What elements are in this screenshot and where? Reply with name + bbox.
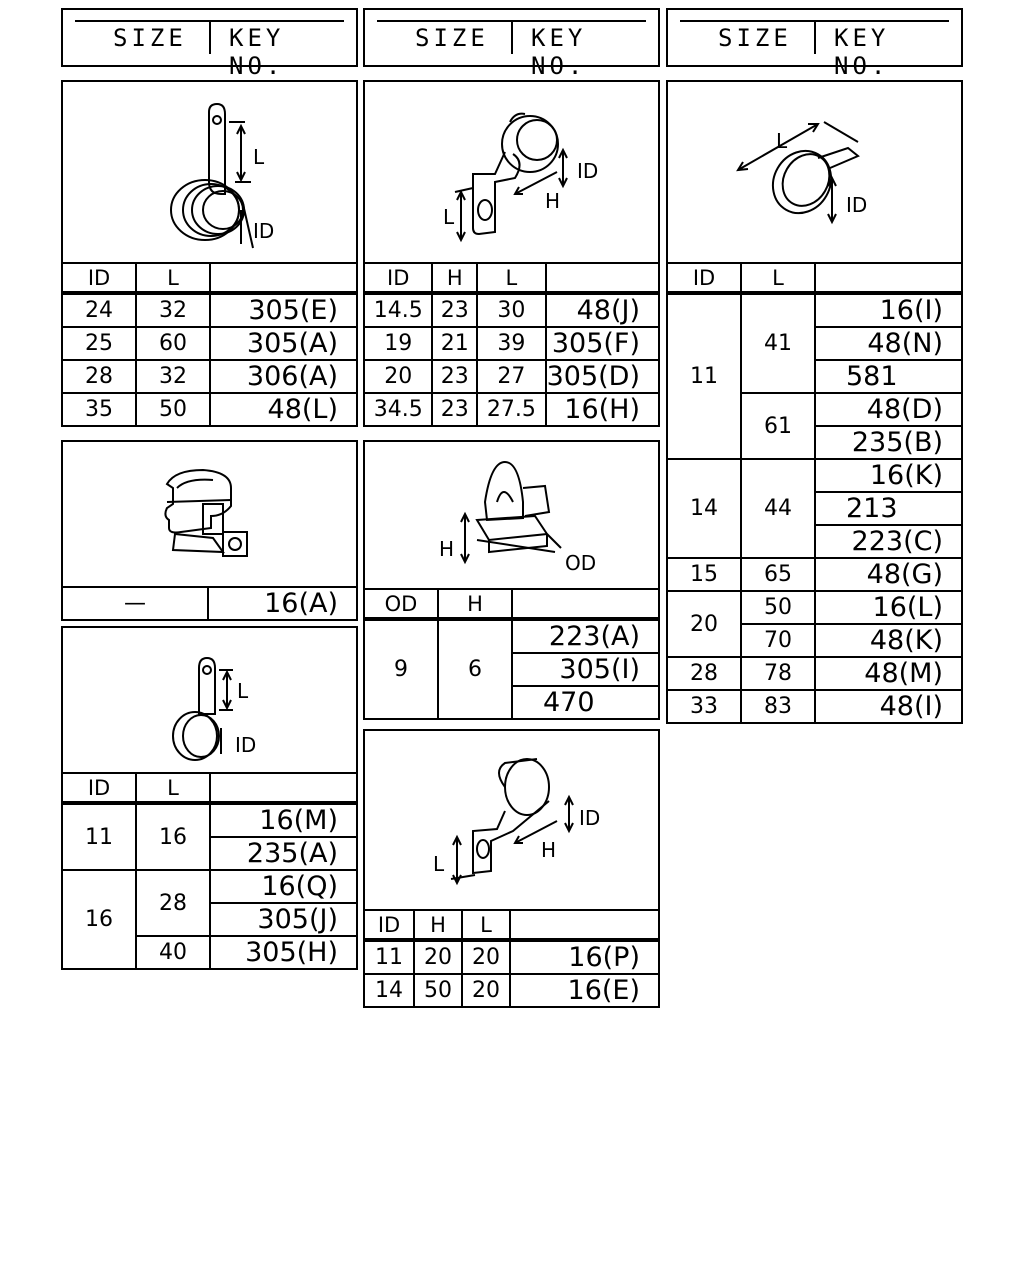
cell-id: 20 bbox=[364, 360, 432, 393]
table-row bbox=[62, 393, 357, 426]
col-key bbox=[815, 263, 962, 293]
cell-key: 305(F) bbox=[546, 327, 659, 360]
cell-key: 223(A) bbox=[512, 619, 659, 653]
cell-key: 305(H) bbox=[210, 936, 357, 969]
clip7-drawing-panel bbox=[363, 729, 660, 911]
col-id: ID bbox=[364, 263, 432, 293]
table-row bbox=[364, 360, 659, 393]
cell-key: 16(P) bbox=[510, 940, 659, 974]
cell-l: 16 bbox=[136, 803, 210, 870]
cell-id: 11 bbox=[364, 940, 414, 974]
table-row bbox=[667, 558, 962, 591]
cell-key: 16(M) bbox=[210, 803, 357, 837]
cell-key: 305(A) bbox=[210, 327, 357, 360]
cell-key: 235(B) bbox=[815, 426, 962, 459]
header-divider bbox=[814, 22, 816, 54]
cell-id: 25 bbox=[62, 327, 136, 360]
clip2-drawing-panel bbox=[363, 80, 660, 264]
cell-l: 50 bbox=[136, 393, 210, 426]
cell-h: 23 bbox=[432, 393, 477, 426]
table-row bbox=[667, 657, 962, 690]
cell-h: 50 bbox=[414, 974, 462, 1007]
cell-key: 16(I) bbox=[815, 293, 962, 327]
cell-id: 11 bbox=[667, 293, 741, 459]
cell-id: 35 bbox=[62, 393, 136, 426]
header-box-2 bbox=[363, 8, 660, 80]
cell-l: 50 bbox=[741, 591, 815, 624]
cell-l: 44 bbox=[741, 459, 815, 558]
table-row bbox=[364, 619, 659, 653]
cell-l: 30 bbox=[477, 293, 545, 327]
header-divider bbox=[511, 22, 513, 54]
table-row bbox=[667, 459, 962, 492]
clip3-drawing-panel bbox=[666, 80, 963, 264]
cell-id: 15 bbox=[667, 558, 741, 591]
table-row bbox=[667, 591, 962, 624]
cell-key: 223(C) bbox=[815, 525, 962, 558]
col-id: ID bbox=[62, 263, 136, 293]
cell-key: 48(J) bbox=[546, 293, 659, 327]
cell-key: 16(K) bbox=[815, 459, 962, 492]
col-od: OD bbox=[364, 589, 438, 619]
clip1-drawing-panel bbox=[61, 80, 358, 264]
cell-id: 20 bbox=[667, 591, 741, 657]
table-row bbox=[364, 327, 659, 360]
clip6-drawing bbox=[63, 628, 356, 772]
cell-h: 20 bbox=[414, 940, 462, 974]
table-row bbox=[667, 690, 962, 723]
cell-l: 60 bbox=[136, 327, 210, 360]
table-row bbox=[62, 587, 357, 620]
clip1-label-l: L bbox=[253, 145, 265, 169]
cell-l: 70 bbox=[741, 624, 815, 657]
col-id: ID bbox=[667, 263, 741, 293]
size-header: SIZE bbox=[718, 24, 792, 52]
cell-l: 32 bbox=[136, 360, 210, 393]
cell-key: 48(L) bbox=[210, 393, 357, 426]
cell-id: 14 bbox=[667, 459, 741, 558]
cell-key: 470 bbox=[512, 686, 659, 719]
clip3-table bbox=[666, 262, 963, 724]
col-h: H bbox=[432, 263, 477, 293]
header-box-3 bbox=[666, 8, 963, 80]
header-box-1 bbox=[61, 8, 358, 80]
clip7-table bbox=[363, 909, 660, 1008]
col-l: L bbox=[136, 773, 210, 803]
cell-id: 11 bbox=[62, 803, 136, 870]
table-row bbox=[364, 393, 659, 426]
clip7-drawing bbox=[365, 731, 658, 909]
cell-id: 19 bbox=[364, 327, 432, 360]
clip5-label-od: OD bbox=[565, 551, 597, 575]
clip2-table bbox=[363, 262, 660, 427]
cell-key: 48(M) bbox=[815, 657, 962, 690]
table-row bbox=[62, 293, 357, 327]
cell-id: 28 bbox=[62, 360, 136, 393]
cell-l: 39 bbox=[477, 327, 545, 360]
table-row bbox=[364, 293, 659, 327]
col-h: H bbox=[414, 910, 462, 940]
clip2-label-h: H bbox=[545, 189, 561, 213]
clip5-label-h: H bbox=[439, 537, 455, 561]
cell-key: 16(L) bbox=[815, 591, 962, 624]
cell-id: 14 bbox=[364, 974, 414, 1007]
cell-key: 16(A) bbox=[208, 587, 357, 620]
cell-l: 83 bbox=[741, 690, 815, 723]
cell-key: 16(E) bbox=[510, 974, 659, 1007]
clip6-label-id: ID bbox=[235, 733, 257, 757]
size-header: SIZE bbox=[113, 24, 187, 52]
cell-id: 28 bbox=[667, 657, 741, 690]
clip3-label-l: L bbox=[776, 129, 788, 153]
clip4-drawing bbox=[63, 442, 356, 586]
cell-key: 235(A) bbox=[210, 837, 357, 870]
cell-l: 20 bbox=[462, 974, 510, 1007]
cell-key: 305(I) bbox=[512, 653, 659, 686]
col-l: L bbox=[462, 910, 510, 940]
key-no-header: KEY NO. bbox=[531, 24, 587, 80]
cell-key: 48(D) bbox=[815, 393, 962, 426]
cell-key: 305(J) bbox=[210, 903, 357, 936]
cell-key: 213 bbox=[815, 492, 962, 525]
clip3-drawing bbox=[668, 82, 961, 262]
clip6-table bbox=[61, 772, 358, 970]
cell-l: 65 bbox=[741, 558, 815, 591]
header-divider bbox=[209, 22, 211, 54]
cell-id: 33 bbox=[667, 690, 741, 723]
cell-l: 41 bbox=[741, 293, 815, 393]
clip1-drawing bbox=[63, 82, 356, 262]
cell-key: 581 bbox=[815, 360, 962, 393]
col-key bbox=[210, 263, 357, 293]
col-h: H bbox=[438, 589, 512, 619]
clip7-label-l: L bbox=[433, 852, 445, 876]
cell-h: 6 bbox=[438, 619, 512, 719]
cell-key: 48(K) bbox=[815, 624, 962, 657]
clip7-label-h: H bbox=[541, 838, 557, 862]
cell-key: 48(I) bbox=[815, 690, 962, 723]
table-row bbox=[667, 293, 962, 327]
clip6-drawing-panel bbox=[61, 626, 358, 774]
col-key bbox=[546, 263, 659, 293]
clip5-table bbox=[363, 588, 660, 720]
cell-key: 306(A) bbox=[210, 360, 357, 393]
clip5-drawing-panel bbox=[363, 440, 660, 590]
cell-key: 16(Q) bbox=[210, 870, 357, 903]
clip7-label-id: ID bbox=[579, 806, 601, 830]
table-row bbox=[62, 327, 357, 360]
cell-l: 61 bbox=[741, 393, 815, 459]
cell-l: 28 bbox=[136, 870, 210, 936]
col-l: L bbox=[136, 263, 210, 293]
key-no-header: KEY NO. bbox=[229, 24, 285, 80]
size-header: SIZE bbox=[415, 24, 489, 52]
table-row bbox=[364, 940, 659, 974]
cell-key: 48(G) bbox=[815, 558, 962, 591]
col-l: L bbox=[477, 263, 545, 293]
cell-l: 20 bbox=[462, 940, 510, 974]
table-row bbox=[62, 360, 357, 393]
table-row bbox=[364, 974, 659, 1007]
clip2-drawing bbox=[365, 82, 658, 262]
cell-h: 23 bbox=[432, 293, 477, 327]
cell-key: 48(N) bbox=[815, 327, 962, 360]
table-row bbox=[62, 803, 357, 837]
cell-id: 34.5 bbox=[364, 393, 432, 426]
cell-h: 23 bbox=[432, 360, 477, 393]
clip4-drawing-panel bbox=[61, 440, 358, 588]
cell-od: 9 bbox=[364, 619, 438, 719]
clip4-table bbox=[61, 586, 358, 621]
cell-key: 305(D) bbox=[546, 360, 659, 393]
clip1-label-id: ID bbox=[253, 219, 275, 243]
cell-key: 305(E) bbox=[210, 293, 357, 327]
cell-id: 14.5 bbox=[364, 293, 432, 327]
cell-key: 16(H) bbox=[546, 393, 659, 426]
clip1-table bbox=[61, 262, 358, 427]
cell-l: 78 bbox=[741, 657, 815, 690]
cell-l: 27 bbox=[477, 360, 545, 393]
col-key bbox=[512, 589, 659, 619]
clip6-label-l: L bbox=[237, 679, 249, 703]
col-id: ID bbox=[62, 773, 136, 803]
table-row bbox=[62, 870, 357, 903]
cell-id: 24 bbox=[62, 293, 136, 327]
clip5-drawing bbox=[365, 442, 658, 588]
cell-id: 16 bbox=[62, 870, 136, 969]
col-key bbox=[510, 910, 659, 940]
cell-size-dash: — bbox=[62, 587, 208, 620]
col-l: L bbox=[741, 263, 815, 293]
key-no-header: KEY NO. bbox=[834, 24, 890, 80]
clip2-label-id: ID bbox=[577, 159, 599, 183]
cell-l: 32 bbox=[136, 293, 210, 327]
col-id: ID bbox=[364, 910, 414, 940]
cell-h: 21 bbox=[432, 327, 477, 360]
cell-l: 27.5 bbox=[477, 393, 545, 426]
col-key bbox=[210, 773, 357, 803]
clip3-label-id: ID bbox=[846, 193, 868, 217]
cell-l: 40 bbox=[136, 936, 210, 969]
clip2-label-l: L bbox=[443, 205, 455, 229]
